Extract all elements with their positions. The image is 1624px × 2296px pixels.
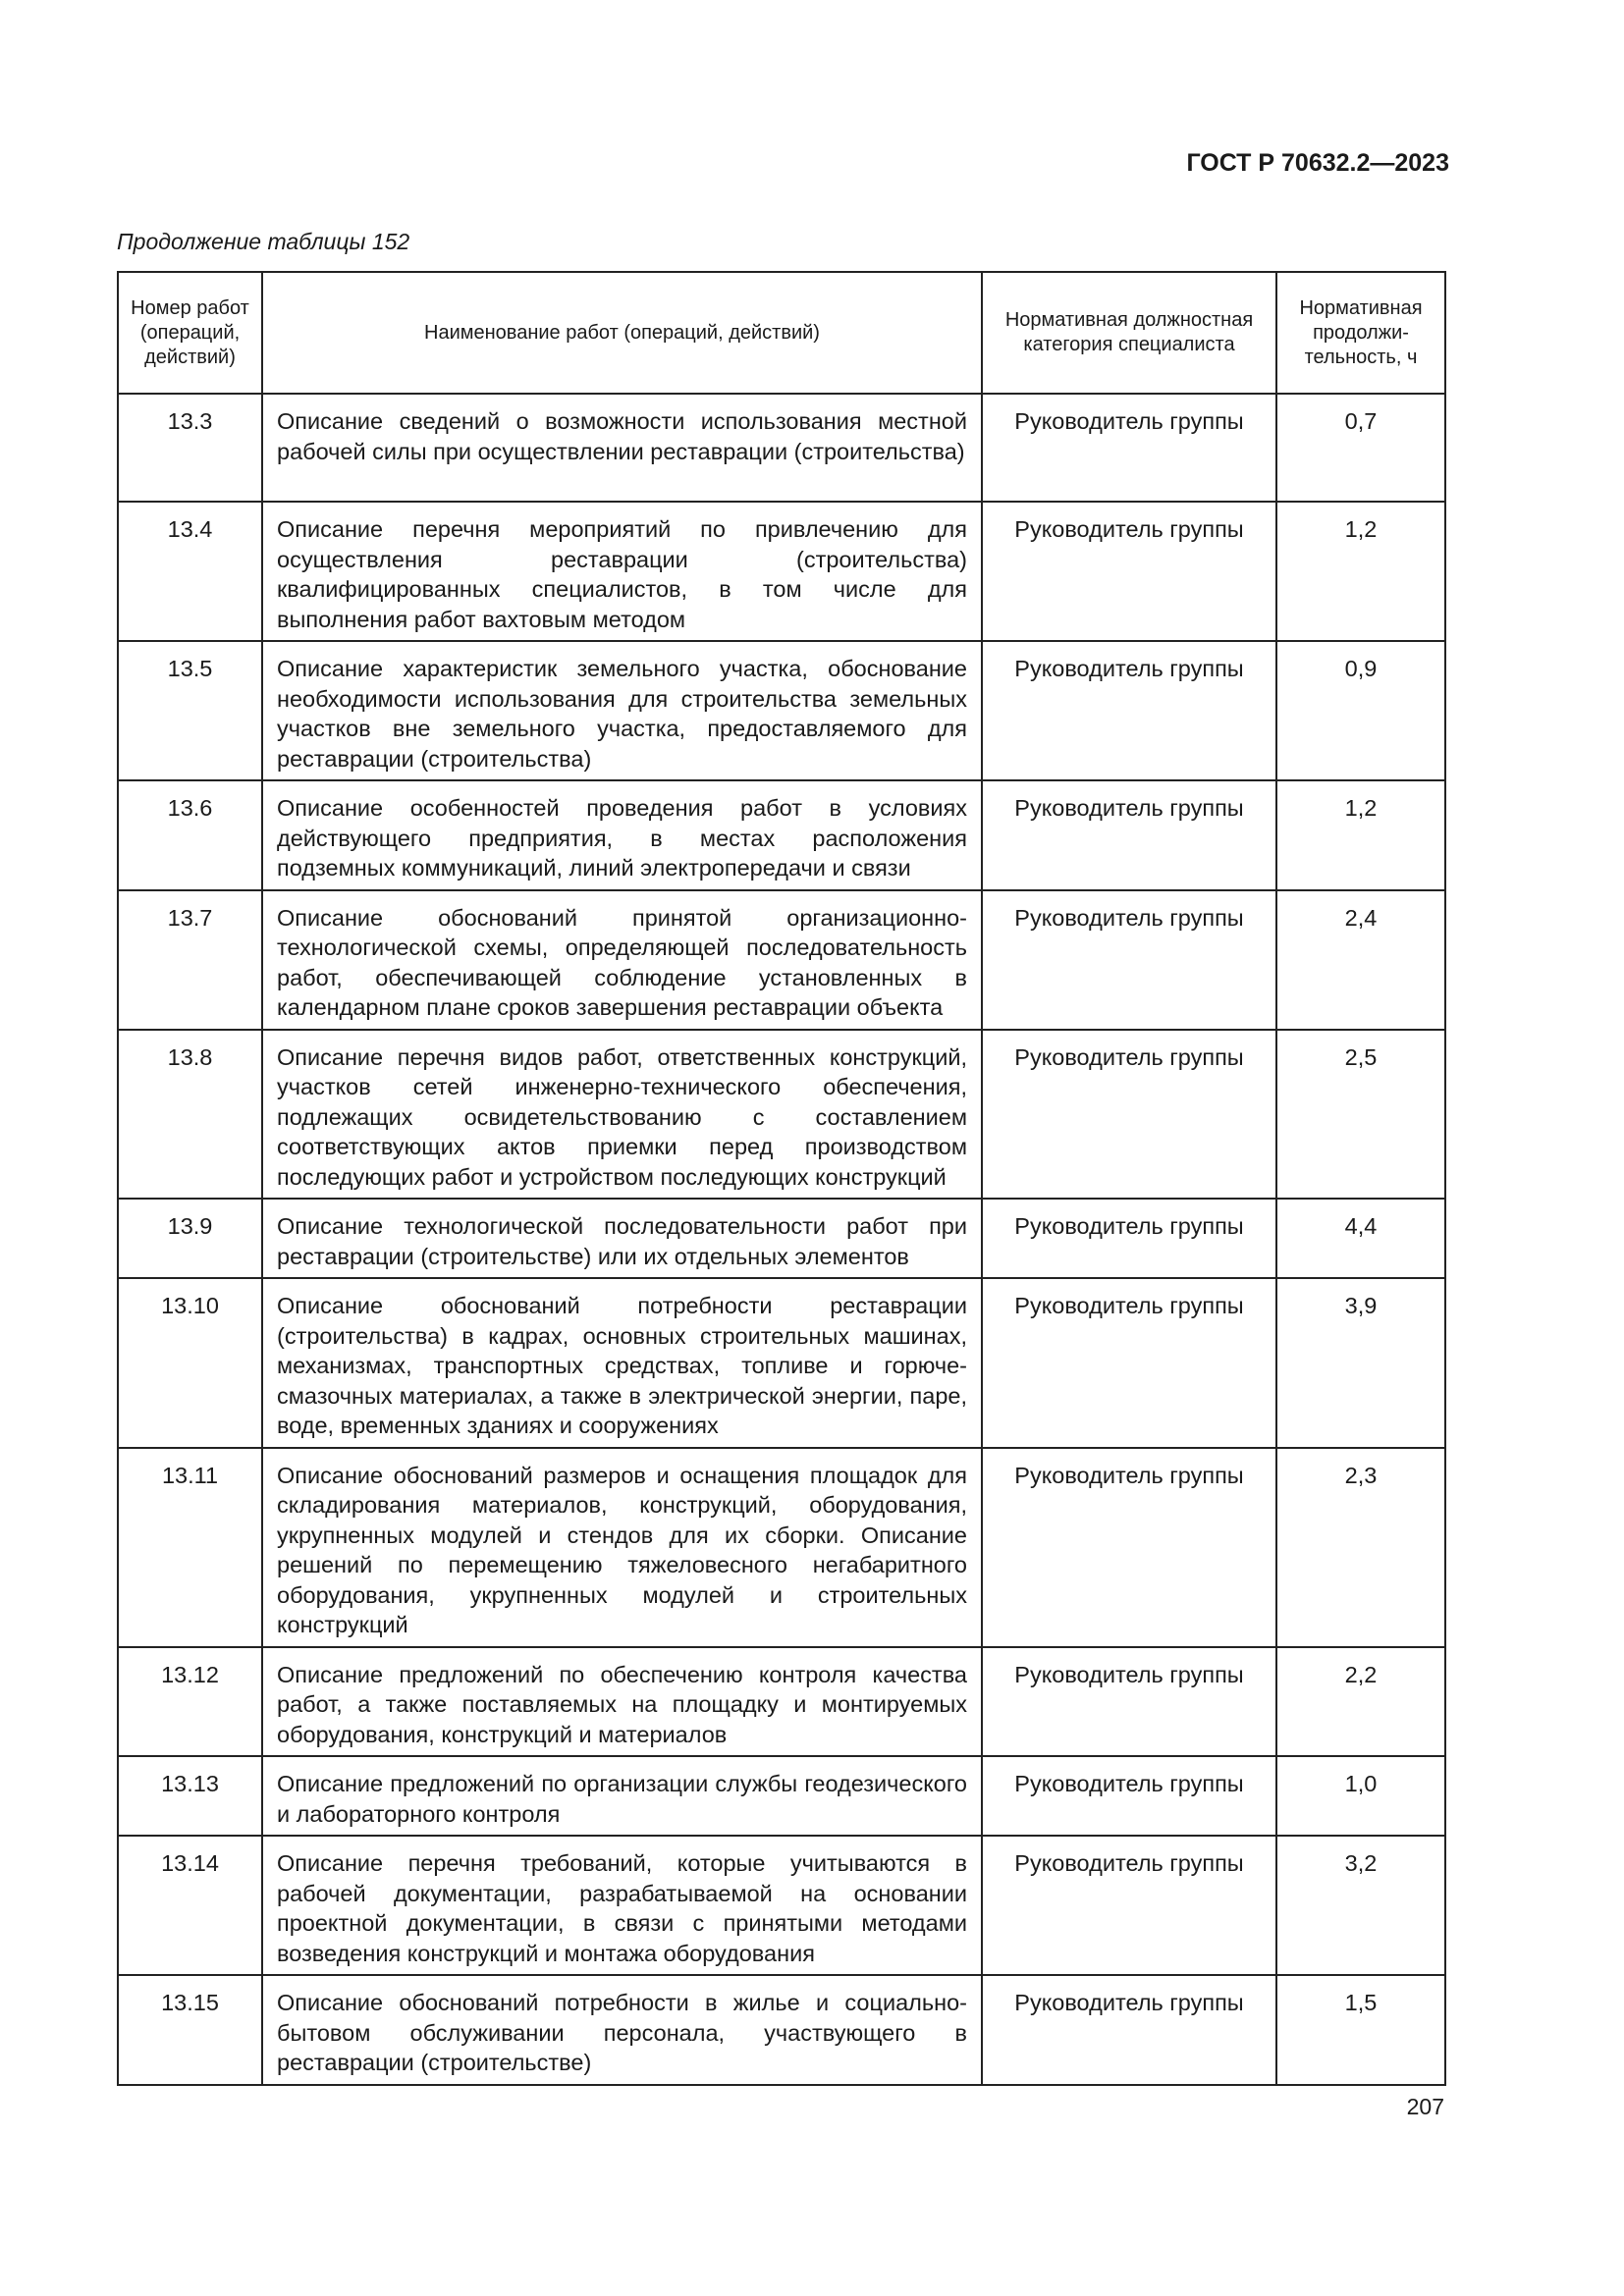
- work-description-cell: Описание особенностей проведения работ в условиях действующего предприятия, в местах расположения подземных коммуникаций, линий электропередачи и связи: [262, 780, 982, 890]
- duration-cell: 1,2: [1276, 502, 1445, 641]
- table-row: [118, 1199, 1445, 1278]
- table-row: [118, 641, 1445, 780]
- work-number-cell: 13.4: [118, 502, 262, 641]
- duration-cell: 1,5: [1276, 1975, 1445, 2085]
- work-number-cell: 13.9: [118, 1199, 262, 1278]
- table-body: [118, 394, 1445, 2085]
- table-row: [118, 780, 1445, 890]
- duration-cell: 2,5: [1276, 1030, 1445, 1200]
- page-number: 207: [1406, 2094, 1444, 2119]
- work-description-cell: Описание перечня видов работ, ответственных конструкций, участков сетей инженерно-технического обеспечения, подлежащих освидетельствованию с составлением соответствующих актов приемки перед производством последующих работ и устройством последующих конструкций: [262, 1030, 982, 1200]
- duration-cell: 1,2: [1276, 780, 1445, 890]
- table-row: [118, 1030, 1445, 1200]
- duration-cell: 2,2: [1276, 1647, 1445, 1757]
- work-description-cell: Описание предложений по обеспечению контроля качества работ, а также поставляемых на площадку и монтируемых оборудования, конструкций и материалов: [262, 1647, 982, 1757]
- work-number-cell: 13.10: [118, 1278, 262, 1448]
- table-row: [118, 394, 1445, 502]
- table-row: [118, 1975, 1445, 2085]
- work-number-cell: 13.8: [118, 1030, 262, 1200]
- work-description-cell: Описание обоснований принятой организационно-технологической схемы, определяющей последовательность работ, обеспечивающей соблюдение установленных в календарном плане сроков завершения реставрации объекта: [262, 890, 982, 1030]
- specialist-category-cell: Руководитель группы: [982, 1647, 1276, 1757]
- work-description-cell: Описание перечня мероприятий по привлечению для осуществления реставрации (строительства) квалифицированных специалистов, в том числе для выполнения работ вахтовым методом: [262, 502, 982, 641]
- duration-cell: 3,2: [1276, 1836, 1445, 1975]
- specialist-category-cell: Руководитель группы: [982, 641, 1276, 780]
- specialist-category-cell: Руководитель группы: [982, 1030, 1276, 1200]
- table-row: [118, 1448, 1445, 1647]
- work-number-cell: 13.12: [118, 1647, 262, 1757]
- specialist-category-cell: Руководитель группы: [982, 1756, 1276, 1836]
- work-number-cell: 13.6: [118, 780, 262, 890]
- specialist-category-cell: Руководитель группы: [982, 1278, 1276, 1448]
- duration-cell: 2,3: [1276, 1448, 1445, 1647]
- table-header-row: [118, 272, 1445, 394]
- column-header-number: Номер работ (операций, действий): [118, 272, 262, 394]
- table-row: [118, 890, 1445, 1030]
- table-row: [118, 1836, 1445, 1975]
- work-norms-table: [117, 271, 1446, 2086]
- specialist-category-cell: Руководитель группы: [982, 1975, 1276, 2085]
- work-number-cell: 13.15: [118, 1975, 262, 2085]
- column-header-duration: Нормативная продолжи-тельность, ч: [1276, 272, 1445, 394]
- work-description-cell: Описание обоснований размеров и оснащения площадок для складирования материалов, конструкций, оборудования, укрупненных модулей и стендов для их сборки. Описание решений по перемещению тяжеловесного негабаритного оборудования, укрупненных модулей и строительных конструкций: [262, 1448, 982, 1647]
- table-row: [118, 1278, 1445, 1448]
- work-description-cell: Описание обоснований потребности реставрации (строительства) в кадрах, основных строительных машинах, механизмах, транспортных средствах, топливе и горюче-смазочных материалах, а также в электрической энергии, паре, воде, временных зданиях и сооружениях: [262, 1278, 982, 1448]
- specialist-category-cell: Руководитель группы: [982, 780, 1276, 890]
- duration-cell: 0,9: [1276, 641, 1445, 780]
- duration-cell: 0,7: [1276, 394, 1445, 502]
- work-number-cell: 13.7: [118, 890, 262, 1030]
- work-number-cell: 13.11: [118, 1448, 262, 1647]
- work-description-cell: Описание обоснований потребности в жилье и социально-бытовом обслуживании персонала, участвующего в реставрации (строительстве): [262, 1975, 982, 2085]
- work-number-cell: 13.3: [118, 394, 262, 502]
- work-number-cell: 13.13: [118, 1756, 262, 1836]
- duration-cell: 4,4: [1276, 1199, 1445, 1278]
- work-description-cell: Описание технологической последовательности работ при реставрации (строительстве) или их отдельных элементов: [262, 1199, 982, 1278]
- specialist-category-cell: Руководитель группы: [982, 502, 1276, 641]
- duration-cell: 3,9: [1276, 1278, 1445, 1448]
- specialist-category-cell: Руководитель группы: [982, 1836, 1276, 1975]
- table-row: [118, 1756, 1445, 1836]
- work-number-cell: 13.5: [118, 641, 262, 780]
- specialist-category-cell: Руководитель группы: [982, 394, 1276, 502]
- column-header-category: Нормативная должностная категория специалиста: [982, 272, 1276, 394]
- duration-cell: 1,0: [1276, 1756, 1445, 1836]
- specialist-category-cell: Руководитель группы: [982, 1199, 1276, 1278]
- specialist-category-cell: Руководитель группы: [982, 890, 1276, 1030]
- work-description-cell: Описание перечня требований, которые учитываются в рабочей документации, разрабатываемой на основании проектной документации, в связи с принятыми методами возведения конструкций и монтажа оборудования: [262, 1836, 982, 1975]
- table-row: [118, 502, 1445, 641]
- column-header-name: Наименование работ (операций, действий): [262, 272, 982, 394]
- table-caption: Продолжение таблицы 152: [117, 229, 410, 254]
- specialist-category-cell: Руководитель группы: [982, 1448, 1276, 1647]
- duration-cell: 2,4: [1276, 890, 1445, 1030]
- work-description-cell: Описание сведений о возможности использования местной рабочей силы при осуществлении реставрации (строительства): [262, 394, 982, 502]
- table-row: [118, 1647, 1445, 1757]
- work-description-cell: Описание характеристик земельного участка, обоснование необходимости использования для строительства земельных участков вне земельного участка, предоставляемого для реставрации (строительства): [262, 641, 982, 780]
- standard-code: ГОСТ Р 70632.2—2023: [1186, 149, 1449, 177]
- work-description-cell: Описание предложений по организации службы геодезического и лабораторного контроля: [262, 1756, 982, 1836]
- work-number-cell: 13.14: [118, 1836, 262, 1975]
